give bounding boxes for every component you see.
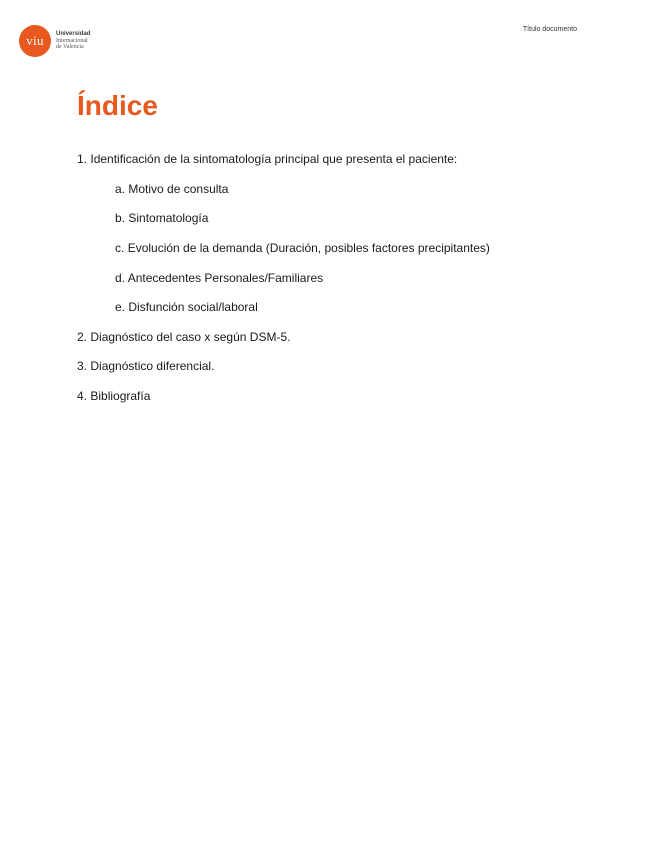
toc-item-1a [115,182,228,196]
toc-number: d. [115,271,126,285]
toc-text: Antecedentes Personales/Familiares [127,271,324,285]
toc-item-1e [115,300,258,314]
toc-number: 3. [77,359,88,373]
university-logo [19,25,90,57]
toc-number: 1. [77,152,88,166]
document-title-header: Título documento [522,26,577,33]
toc-item-3 [77,359,214,373]
logo-line-2: Internacional [56,37,88,44]
toc-text: Diagnóstico diferencial. [90,359,215,373]
toc-text: Sintomatología [128,211,209,225]
toc-number: e. [115,300,126,314]
toc-text: Disfunción social/laboral [128,300,258,314]
logo-text [56,31,90,51]
toc-text: Bibliografía [90,389,151,403]
toc-number: b. [115,211,126,225]
toc-text: Evolución de la demanda (Duración, posibles factores precipitantes) [127,241,490,255]
toc-text: Diagnóstico del caso x según DSM-5. [90,330,291,344]
page-title: Índice [77,90,158,121]
toc-item-4 [77,389,150,403]
logo-line-3: de Valencia [56,44,84,51]
logo-line-1: Universidad [56,31,91,38]
toc-text: Motivo de consulta [128,182,229,196]
toc-number: 4. [77,389,88,403]
toc-item-1b [115,211,208,225]
toc-item-2 [77,330,290,344]
toc-item-1c [115,241,490,255]
toc-number: 2. [77,330,88,344]
toc-number: a. [115,182,126,196]
logo-mark: viu [19,25,51,57]
toc-number: c. [115,241,125,255]
toc-item-1d [115,271,323,285]
toc-item-1 [77,152,457,166]
toc-text: Identificación de la sintomatología principal que presenta el paciente: [90,152,458,166]
